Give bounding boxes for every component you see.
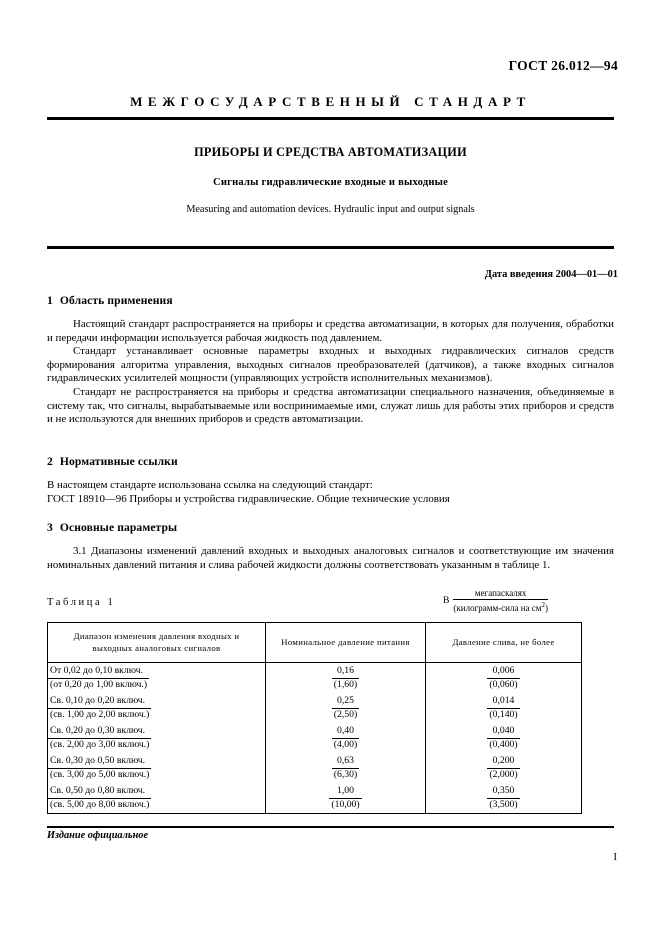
standard-banner: МЕЖГОСУДАРСТВЕННЫЙ СТАНДАРТ	[130, 94, 531, 109]
supply-kgf: (4,00)	[333, 739, 358, 750]
range-kgf: (от 0,20 до 1,00 включ.)	[50, 679, 148, 690]
drain-kgf: (0,060)	[489, 679, 518, 690]
cell-range	[48, 693, 266, 723]
supply-mpa: 0,16	[332, 665, 359, 679]
paragraph: Стандарт устанавливает основные параметры входных и выходных гидравлических сигналов средств формирования алгоритма управления, выходных сигналов преобразователей (датчиков), а также входных сигналов гидравлических усилителей мощности (управляющих устройств исполнительных механизмов).	[47, 345, 614, 385]
units-prefix: В	[443, 595, 450, 607]
table-row	[48, 723, 582, 753]
range-fraction	[48, 693, 151, 723]
table-row	[48, 783, 582, 814]
cell-drain	[426, 663, 582, 694]
supply-fraction	[332, 693, 359, 723]
drain-kgf: (0,400)	[489, 739, 518, 750]
section-title-3: Основные параметры	[59, 521, 178, 534]
document-title-main: ПРИБОРЫ И СРЕДСТВА АВТОМАТИЗАЦИИ	[194, 145, 467, 159]
cell-drain	[426, 723, 582, 753]
parameters-table	[47, 622, 582, 814]
page-number: I	[613, 852, 617, 863]
section-heading-1	[47, 294, 614, 307]
column-header-supply-pressure: Номинальное давление питания	[266, 623, 426, 663]
units-fraction	[453, 588, 548, 613]
section-heading-3	[47, 521, 614, 534]
column-header-range: Диапазон изменения давления входных и выходных аналоговых сигналов	[48, 623, 266, 663]
section-body-3	[47, 545, 614, 572]
table-row	[48, 753, 582, 783]
table-body	[48, 663, 582, 814]
section-heading-2	[47, 455, 614, 468]
standard-number: ГОСТ 26.012—94	[508, 58, 618, 73]
footer-rule	[47, 826, 614, 828]
cell-drain	[426, 783, 582, 814]
supply-mpa: 0,63	[332, 755, 359, 769]
drain-mpa: 0,350	[487, 785, 519, 799]
range-mpa: Св. 0,50 до 0,80 включ.	[48, 785, 151, 799]
table-head	[48, 623, 582, 663]
range-fraction	[48, 723, 151, 753]
column-header-drain-pressure: Давление слива, не более	[426, 623, 582, 663]
section-number-2: 2	[47, 455, 53, 468]
cell-supply	[266, 663, 426, 694]
table-row	[48, 693, 582, 723]
table-caption: Таблица 1	[47, 597, 116, 608]
table-row	[48, 663, 582, 694]
range-kgf: (св. 1,00 до 2,00 включ.)	[50, 709, 150, 720]
paragraph: 3.1 Диапазоны изменений давлений входных и выходных аналоговых сигналов и соответствующие им значения номинальных давлений питания и слива рабочей жидкости должны соответствовать указанным в таблице 1.	[47, 545, 614, 571]
drain-fraction	[487, 693, 519, 723]
cell-range	[48, 663, 266, 694]
supply-kgf: (10,00)	[331, 799, 360, 810]
paragraph: Стандарт не распространяется на приборы и средства автоматизации специального назначения, объединяемые в систему так, что сигналы, вырабатываемые или воспринимаемые ими, служат лишь для работы этих приборов и средств и не используются для внешних приборов и средств автоматизации.	[47, 385, 614, 426]
range-fraction	[48, 753, 151, 783]
units-denominator-exponent: 2	[541, 600, 545, 609]
cell-drain	[426, 693, 582, 723]
supply-kgf: (2,50)	[333, 709, 358, 720]
units-denominator	[453, 600, 548, 613]
introduction-date: Дата введения 2004—01—01	[484, 269, 618, 280]
table-units	[443, 588, 548, 613]
cell-supply	[266, 753, 426, 783]
range-mpa: Св. 0,20 до 0,30 включ.	[48, 725, 151, 739]
section-title-1: Область применения	[59, 294, 173, 307]
cell-range	[48, 753, 266, 783]
drain-mpa: 0,014	[487, 695, 519, 709]
section-title-2: Нормативные ссылки	[59, 455, 178, 468]
cell-drain	[426, 753, 582, 783]
supply-mpa: 0,25	[332, 695, 359, 709]
table-header-row	[48, 623, 582, 663]
units-denominator-close: )	[544, 602, 548, 613]
section-number-3: 3	[47, 521, 53, 534]
range-kgf: (св. 5,00 до 8,00 включ.)	[50, 799, 150, 810]
drain-fraction	[487, 783, 519, 813]
drain-mpa: 0,040	[487, 725, 519, 739]
drain-mpa: 0,006	[487, 665, 519, 679]
units-denominator-text: (килограмм-сила на см	[453, 602, 542, 613]
drain-mpa: 0,200	[487, 755, 519, 769]
range-kgf: (св. 2,00 до 3,00 включ.)	[50, 739, 150, 750]
supply-fraction	[332, 663, 359, 693]
units-numerator: мегапаскалях	[453, 588, 548, 600]
drain-kgf: (0,140)	[489, 709, 518, 720]
range-mpa: От 0,02 до 0,10 включ.	[48, 665, 149, 679]
drain-fraction	[487, 663, 519, 693]
range-mpa: Св. 0,30 до 0,50 включ.	[48, 755, 151, 769]
range-fraction	[48, 663, 149, 693]
range-fraction	[48, 783, 151, 813]
document-title-english: Measuring and automation devices. Hydraulic input and output signals	[186, 204, 475, 215]
drain-fraction	[487, 753, 519, 783]
reference-intro-line: В настоящем стандарте использована ссылка на следующий стандарт:	[47, 479, 373, 491]
cell-supply	[266, 693, 426, 723]
document-title-sub: Сигналы гидравлические входные и выходные	[212, 177, 449, 188]
section-number-1: 1	[47, 294, 53, 307]
title-rule	[47, 246, 614, 249]
supply-mpa: 0,40	[332, 725, 359, 739]
supply-fraction	[332, 753, 359, 783]
cell-range	[48, 783, 266, 814]
supply-kgf: (6,30)	[333, 769, 358, 780]
paragraph: Настоящий стандарт распространяется на приборы и средства автоматизации, в которых для получения, обработки и передачи информации используется рабочая жидкость под давлением.	[47, 318, 614, 344]
supply-mpa: 1,00	[329, 785, 361, 799]
range-mpa: Св. 0,10 до 0,20 включ.	[48, 695, 151, 709]
section-body-2	[47, 479, 614, 506]
supply-fraction	[329, 783, 361, 813]
cell-supply	[266, 783, 426, 814]
supply-kgf: (1,60)	[333, 679, 358, 690]
supply-fraction	[332, 723, 359, 753]
reference-standard-line: ГОСТ 18910—96 Приборы и устройства гидравлические. Общие технические условия	[47, 492, 450, 505]
cell-range	[48, 723, 266, 753]
drain-kgf: (2,000)	[489, 769, 518, 780]
section-body-1	[47, 318, 614, 427]
drain-fraction	[487, 723, 519, 753]
official-edition-note: Издание официальное	[47, 830, 149, 841]
drain-kgf: (3,500)	[489, 799, 518, 810]
range-kgf: (св. 3,00 до 5,00 включ.)	[50, 769, 150, 780]
cell-supply	[266, 723, 426, 753]
banner-rule	[47, 117, 614, 120]
